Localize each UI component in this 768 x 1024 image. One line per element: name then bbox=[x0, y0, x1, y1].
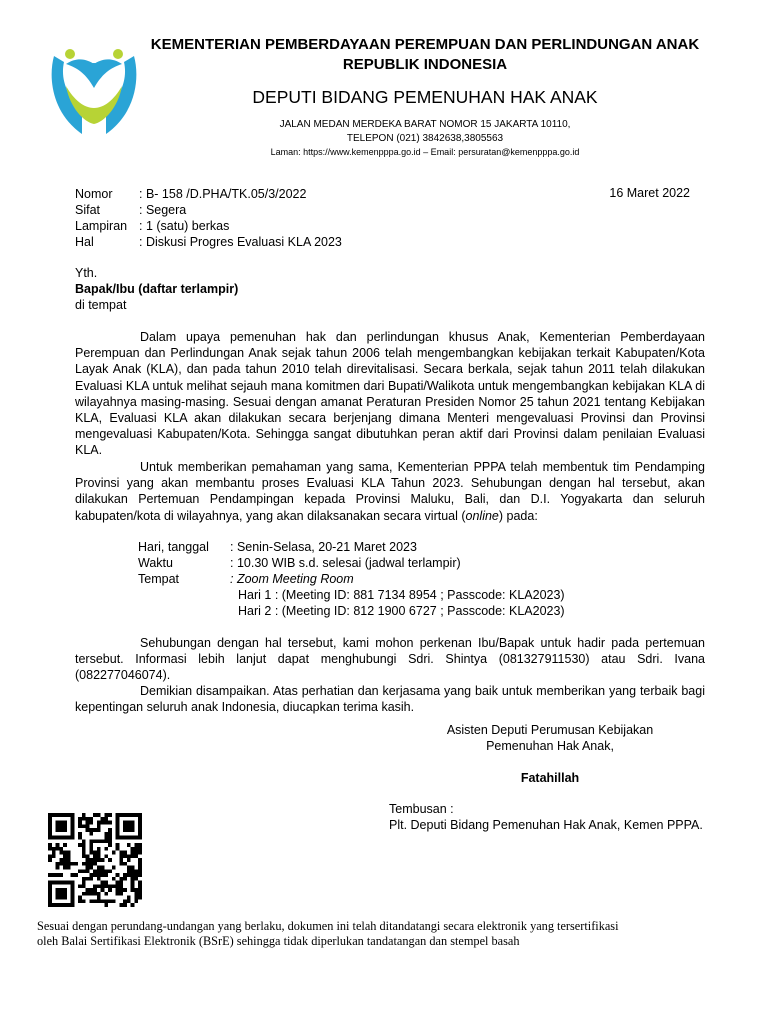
qr-code-icon bbox=[48, 813, 142, 907]
meta-value: : Segera bbox=[139, 203, 187, 217]
schedule-row-time bbox=[138, 555, 565, 571]
cc-label: Tembusan : bbox=[389, 802, 454, 816]
schedule-row-day1 bbox=[138, 587, 565, 603]
cc-item: Plt. Deputi Bidang Pemenuhan Hak Anak, Kemen PPPA. bbox=[389, 818, 703, 832]
meta-label: Lampiran bbox=[75, 219, 128, 233]
schedule-row-day bbox=[138, 539, 565, 555]
meta-row-sifat bbox=[75, 202, 342, 218]
signature-title-line2: Pemenuhan Hak Anak, bbox=[486, 739, 614, 753]
schedule-value: : Senin-Selasa, 20-21 Maret 2023 bbox=[230, 540, 417, 554]
body-paragraph-4 bbox=[75, 683, 705, 715]
address-line1: JALAN MEDAN MERDEKA BARAT NOMOR 15 JAKARTA 10110, bbox=[279, 119, 571, 130]
meta-row-nomor bbox=[75, 186, 342, 202]
schedule-label: Waktu bbox=[138, 556, 173, 570]
meta-value: : 1 (satu) berkas bbox=[139, 219, 230, 233]
online-word: online bbox=[465, 508, 499, 523]
letter-date: 16 Maret 2022 bbox=[609, 186, 690, 200]
recipient-name: Bapak/Ibu (daftar terlampir) bbox=[75, 282, 239, 296]
meta-value: : B- 158 /D.PHA/TK.05/3/2022 bbox=[139, 187, 307, 201]
e-signature-notice bbox=[37, 919, 619, 949]
ministry-name-line2: REPUBLIK INDONESIA bbox=[342, 56, 508, 73]
meta-label: Hal bbox=[75, 235, 94, 249]
meta-row-hal bbox=[75, 234, 342, 250]
body-paragraph-2 bbox=[75, 459, 705, 524]
signatory-name: Fatahillah bbox=[520, 771, 580, 785]
body-paragraph-3 bbox=[75, 635, 705, 684]
meeting-day2: Hari 2 : (Meeting ID: 812 1900 6727 ; Passcode: KLA2023) bbox=[238, 604, 565, 618]
meta-label: Nomor bbox=[75, 187, 113, 201]
cc-block bbox=[389, 801, 703, 833]
schedule-value: : Zoom Meeting Room bbox=[230, 572, 354, 586]
meta-row-lampiran bbox=[75, 218, 342, 234]
body-paragraph-1 bbox=[75, 329, 705, 459]
paragraph-text: Untuk memberikan pemahaman yang sama, Kementerian PPPA telah membentuk tim Pendamping Provinsi yang akan membantu proses Evaluasi KLA Tahun 2023. Sehubungan dengan hal tersebut, akan dilakukan Pertemuan Pendampingan kepada Provinsi Maluku, Bali, dan D.I. Yogyakarta dan seluruh kabupaten/kota di wilayahnya, yang akan dilaksanakan secara virtual ( bbox=[75, 460, 705, 523]
deputy-title: DEPUTI BIDANG PEMENUHAN HAK ANAK bbox=[252, 87, 598, 107]
recipient-block bbox=[75, 265, 238, 313]
signature-title-line1: Asisten Deputi Perumusan Kebijakan bbox=[446, 723, 654, 737]
meeting-day1: Hari 1 : (Meeting ID: 881 7134 8954 ; Passcode: KLA2023) bbox=[238, 588, 565, 602]
paragraph-text: Sehubungan dengan hal tersebut, kami mohon perkenan Ibu/Bapak untuk hadir pada pertemuan tersebut. Informasi lebih lanjut dapat menghubungi Sdri. Shintya (081327911530) atau Sdri. Ivana (082277046074). bbox=[75, 636, 705, 683]
notice-line2: oleh Balai Sertifikasi Elektronik (BSrE) sehingga tidak diperlukan tandatangan dan stempel basah bbox=[37, 934, 520, 948]
meeting-schedule bbox=[138, 539, 565, 619]
schedule-value: : 10.30 WIB s.d. selesai (jadwal terlampir) bbox=[230, 556, 461, 570]
meta-value: : Diskusi Progres Evaluasi KLA 2023 bbox=[139, 235, 342, 249]
schedule-label: Hari, tanggal bbox=[138, 540, 209, 554]
paragraph-text: Demikian disampaikan. Atas perhatian dan kerjasama yang baik untuk memberikan yang terbaik bagi kepentingan seluruh anak Indonesia, diucapkan terima kasih. bbox=[75, 684, 705, 715]
kemenpppa-logo-icon bbox=[44, 38, 144, 138]
paragraph-text: Dalam upaya pemenuhan hak dan perlindungan khusus Anak, Kementerian Pemberdayaan Perempuan dan Perlindungan Anak sejak tahun 2006 telah mengembangkan kebijakan terkait Kabupaten/Kota Layak Anak (KLA), dan pada tahun 2010 telah direvitalisasi. Secara berkala, sejak tahun 2011 telah dilakukan Evaluasi KLA untuk melihat sejauh mana komitmen dari Bupati/Walikota untuk mengembangkan kebijakan KLA di wilayahnya masing-masing. Sesuai dengan amanat Peraturan Presiden Nomor 25 tahun 2021 tentang Kebijakan KLA, Evaluasi KLA akan dilakukan secara berjenjang dimana Menteri mengevaluasi Provinsi dan Provinsi mengevaluasi Kabupaten/Kota. Sehingga sangat dibutuhkan peran aktif dari Provinsi dalam penilaian Evaluasi KLA. bbox=[75, 330, 705, 458]
paragraph-text-end: ) pada: bbox=[498, 508, 538, 523]
recipient-place: di tempat bbox=[75, 298, 127, 312]
notice-line1: Sesuai dengan perundang-undangan yang berlaku, dokumen ini telah ditandatangi secara elektronik yang tersertifikasi bbox=[37, 919, 619, 933]
schedule-row-place bbox=[138, 571, 565, 587]
salutation: Yth. bbox=[75, 266, 98, 280]
meta-label: Sifat bbox=[75, 203, 101, 217]
letter-meta bbox=[75, 186, 342, 250]
schedule-label: Tempat bbox=[138, 572, 179, 586]
ministry-name-line1: KEMENTERIAN PEMBERDAYAAN PEREMPUAN DAN PERLINDUNGAN ANAK bbox=[150, 36, 700, 53]
address-line2: TELEPON (021) 3842638,3805563 bbox=[346, 133, 504, 144]
contact-line: Laman: https://www.kemenpppa.go.id – Email: persuratan@kemenpppa.go.id bbox=[270, 147, 580, 157]
schedule-row-day2 bbox=[138, 603, 565, 619]
